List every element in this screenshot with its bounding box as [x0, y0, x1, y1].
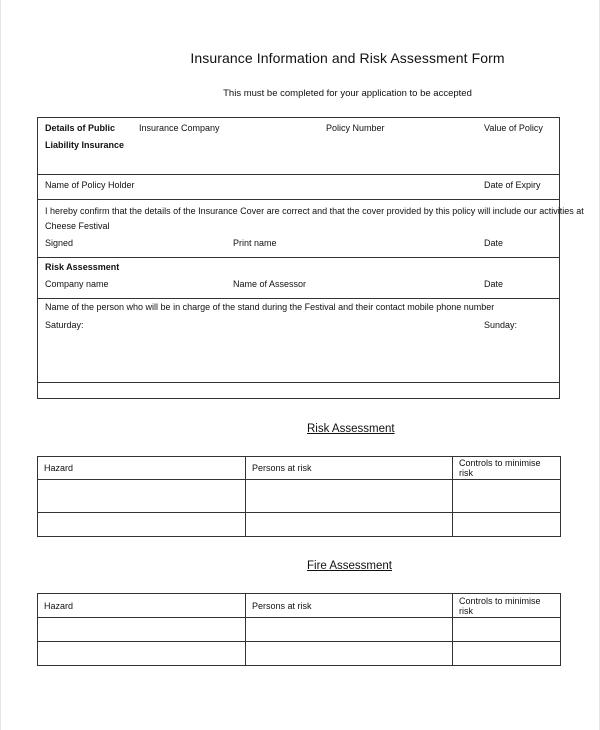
divider [38, 382, 559, 383]
table-header-row [38, 457, 561, 480]
table-row [38, 480, 561, 513]
controls-header: Controls to minimise risk [453, 457, 561, 480]
persons-at-risk-header: Persons at risk [246, 594, 453, 618]
divider [38, 298, 559, 299]
assessor-name-field[interactable]: Name of Assessor [233, 279, 307, 289]
risk-assessment-title: Risk Assessment [307, 423, 395, 435]
hazard-header: Hazard [38, 594, 246, 618]
print-name-field[interactable]: Print name [233, 238, 277, 248]
policy-number-field[interactable]: Policy Number [326, 123, 385, 133]
risk-assessment-table [37, 456, 561, 537]
hazard-cell[interactable] [38, 513, 246, 537]
hazard-header: Hazard [38, 457, 246, 480]
persons-at-risk-cell[interactable] [246, 618, 453, 642]
value-of-policy-field[interactable]: Value of Policy [484, 123, 543, 133]
signed-field[interactable]: Signed [45, 238, 74, 248]
risk-assessment-label: Risk Assessment [45, 262, 120, 272]
date-field[interactable]: Date [484, 238, 504, 248]
persons-at-risk-cell[interactable] [246, 642, 453, 666]
controls-cell[interactable] [453, 618, 561, 642]
controls-cell[interactable] [453, 480, 561, 513]
divider [38, 199, 559, 200]
hazard-cell[interactable] [38, 642, 246, 666]
persons-at-risk-cell[interactable] [246, 480, 453, 513]
controls-cell[interactable] [453, 513, 561, 537]
persons-at-risk-cell[interactable] [246, 513, 453, 537]
table-row [38, 513, 561, 537]
details-label-line2: Liability Insurance [45, 140, 125, 150]
divider [38, 174, 559, 175]
date-of-expiry-field[interactable]: Date of Expiry [484, 180, 541, 190]
details-label-line1: Details of Public [45, 123, 116, 133]
table-header-row [38, 594, 561, 618]
person-in-charge-text: Name of the person who will be in charge of the stand during the Festival and their contact mobile phone number [45, 302, 495, 312]
company-name-field[interactable]: Company name [45, 279, 109, 289]
saturday-field[interactable]: Saturday: [45, 320, 84, 330]
insurance-info-box [37, 117, 560, 399]
form-title: Insurance Information and Risk Assessment Form [190, 50, 505, 66]
fire-assessment-table [37, 593, 561, 666]
table-row [38, 618, 561, 642]
sunday-field[interactable]: Sunday: [484, 320, 518, 330]
fire-assessment-title: Fire Assessment [307, 560, 392, 572]
insurance-company-field[interactable]: Insurance Company [139, 123, 220, 133]
controls-cell[interactable] [453, 642, 561, 666]
form-subtitle: This must be completed for your application to be accepted [223, 88, 472, 99]
controls-header: Controls to minimise risk [453, 594, 561, 618]
table-row [38, 642, 561, 666]
assessment-date-field[interactable]: Date [484, 279, 504, 289]
persons-at-risk-header: Persons at risk [246, 457, 453, 480]
confirmation-text-line2: Cheese Festival [45, 221, 110, 231]
confirmation-text-line1: I hereby confirm that the details of the Insurance Cover are correct and that the cover provided by this policy will include our activities at [45, 206, 584, 216]
policy-holder-field[interactable]: Name of Policy Holder [45, 180, 135, 190]
hazard-cell[interactable] [38, 618, 246, 642]
hazard-cell[interactable] [38, 480, 246, 513]
divider [38, 257, 559, 258]
